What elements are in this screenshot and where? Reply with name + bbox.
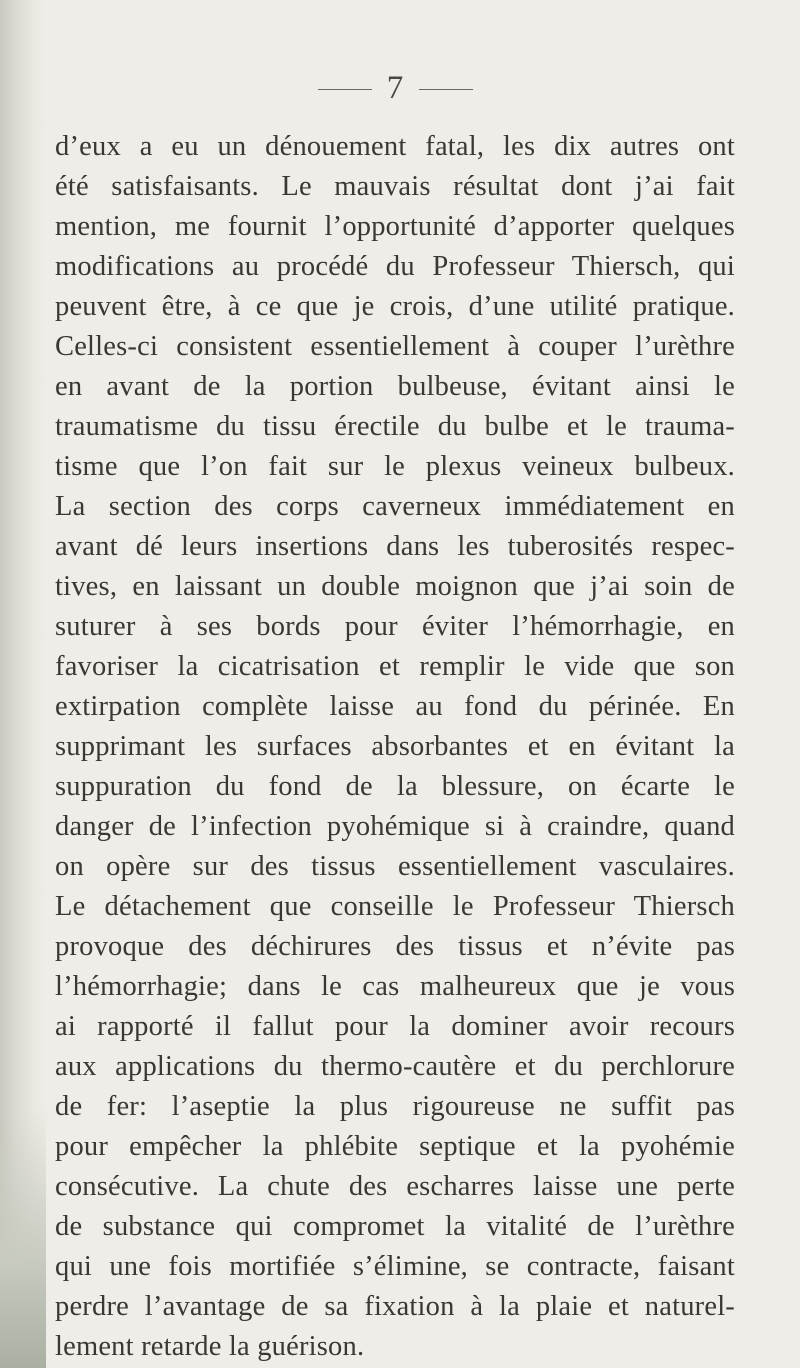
- text-line: favoriser la cicatrisation et remplir le vide que son: [55, 651, 735, 682]
- text-line: tives, en laissant un double moignon que j’ai soin de: [55, 571, 735, 602]
- text-line: consécutive. La chute des escharres laisse une perte: [55, 1171, 735, 1202]
- text-line: suppuration du fond de la blessure, on écarte le: [55, 771, 735, 802]
- page-number: 7: [386, 70, 404, 106]
- body-text: [55, 127, 735, 1367]
- text-line: d’eux a eu un dénouement fatal, les dix autres ont: [55, 131, 735, 162]
- text-line: en avant de la portion bulbeuse, évitant ainsi le: [55, 371, 735, 402]
- text-line: été satisfaisants. Le mauvais résultat dont j’ai fait: [55, 171, 735, 202]
- text-line: perdre l’avantage de sa fixation à la plaie et naturel-: [55, 1291, 735, 1322]
- text-line: danger de l’infection pyohémique si à craindre, quand: [55, 811, 735, 842]
- text-line: avant dé leurs insertions dans les tuberosités respec-: [55, 531, 735, 562]
- text-line: Le détachement que conseille le Professeur Thiersch: [55, 891, 735, 922]
- text-line: lement retarde la guérison.: [55, 1331, 365, 1362]
- header-rule-left: [318, 89, 372, 90]
- text-line: Celles-ci consistent essentiellement à couper l’urèthre: [55, 331, 735, 362]
- text-line: extirpation complète laisse au fond du périnée. En: [55, 691, 735, 722]
- text-line: tisme que l’on fait sur le plexus veineux bulbeux.: [55, 451, 735, 482]
- text-line: de fer: l’aseptie la plus rigoureuse ne suffit pas: [55, 1091, 735, 1122]
- text-line: on opère sur des tissus essentiellement vasculaires.: [55, 851, 735, 882]
- text-line: provoque des déchirures des tissus et n’évite pas: [55, 931, 735, 962]
- text-line: peuvent être, à ce que je crois, d’une utilité pratique.: [55, 291, 735, 322]
- text-line: pour empêcher la phlébite septique et la pyohémie: [55, 1131, 735, 1162]
- text-line: suturer à ses bords pour éviter l’hémorrhagie, en: [55, 611, 735, 642]
- text-line: La section des corps caverneux immédiatement en: [55, 491, 735, 522]
- text-line: modifications au procédé du Professeur Thiersch, qui: [55, 251, 735, 282]
- header-rule-right: [419, 89, 473, 90]
- text-line: supprimant les surfaces absorbantes et en évitant la: [55, 731, 735, 762]
- text-line: qui une fois mortifiée s’élimine, se contracte, faisant: [55, 1251, 735, 1282]
- text-line: aux applications du thermo-cautère et du perchlorure: [55, 1051, 735, 1082]
- text-line: traumatisme du tissu érectile du bulbe et le trauma-: [55, 411, 735, 442]
- page-header: [0, 68, 800, 108]
- binding-shadow: [0, 1108, 46, 1368]
- text-line: de substance qui compromet la vitalité de l’urèthre: [55, 1211, 735, 1242]
- text-line: ai rapporté il fallut pour la dominer avoir recours: [55, 1011, 735, 1042]
- text-line: l’hémorrhagie; dans le cas malheureux que je vous: [55, 971, 735, 1002]
- text-line: mention, me fournit l’opportunité d’apporter quelques: [55, 211, 735, 242]
